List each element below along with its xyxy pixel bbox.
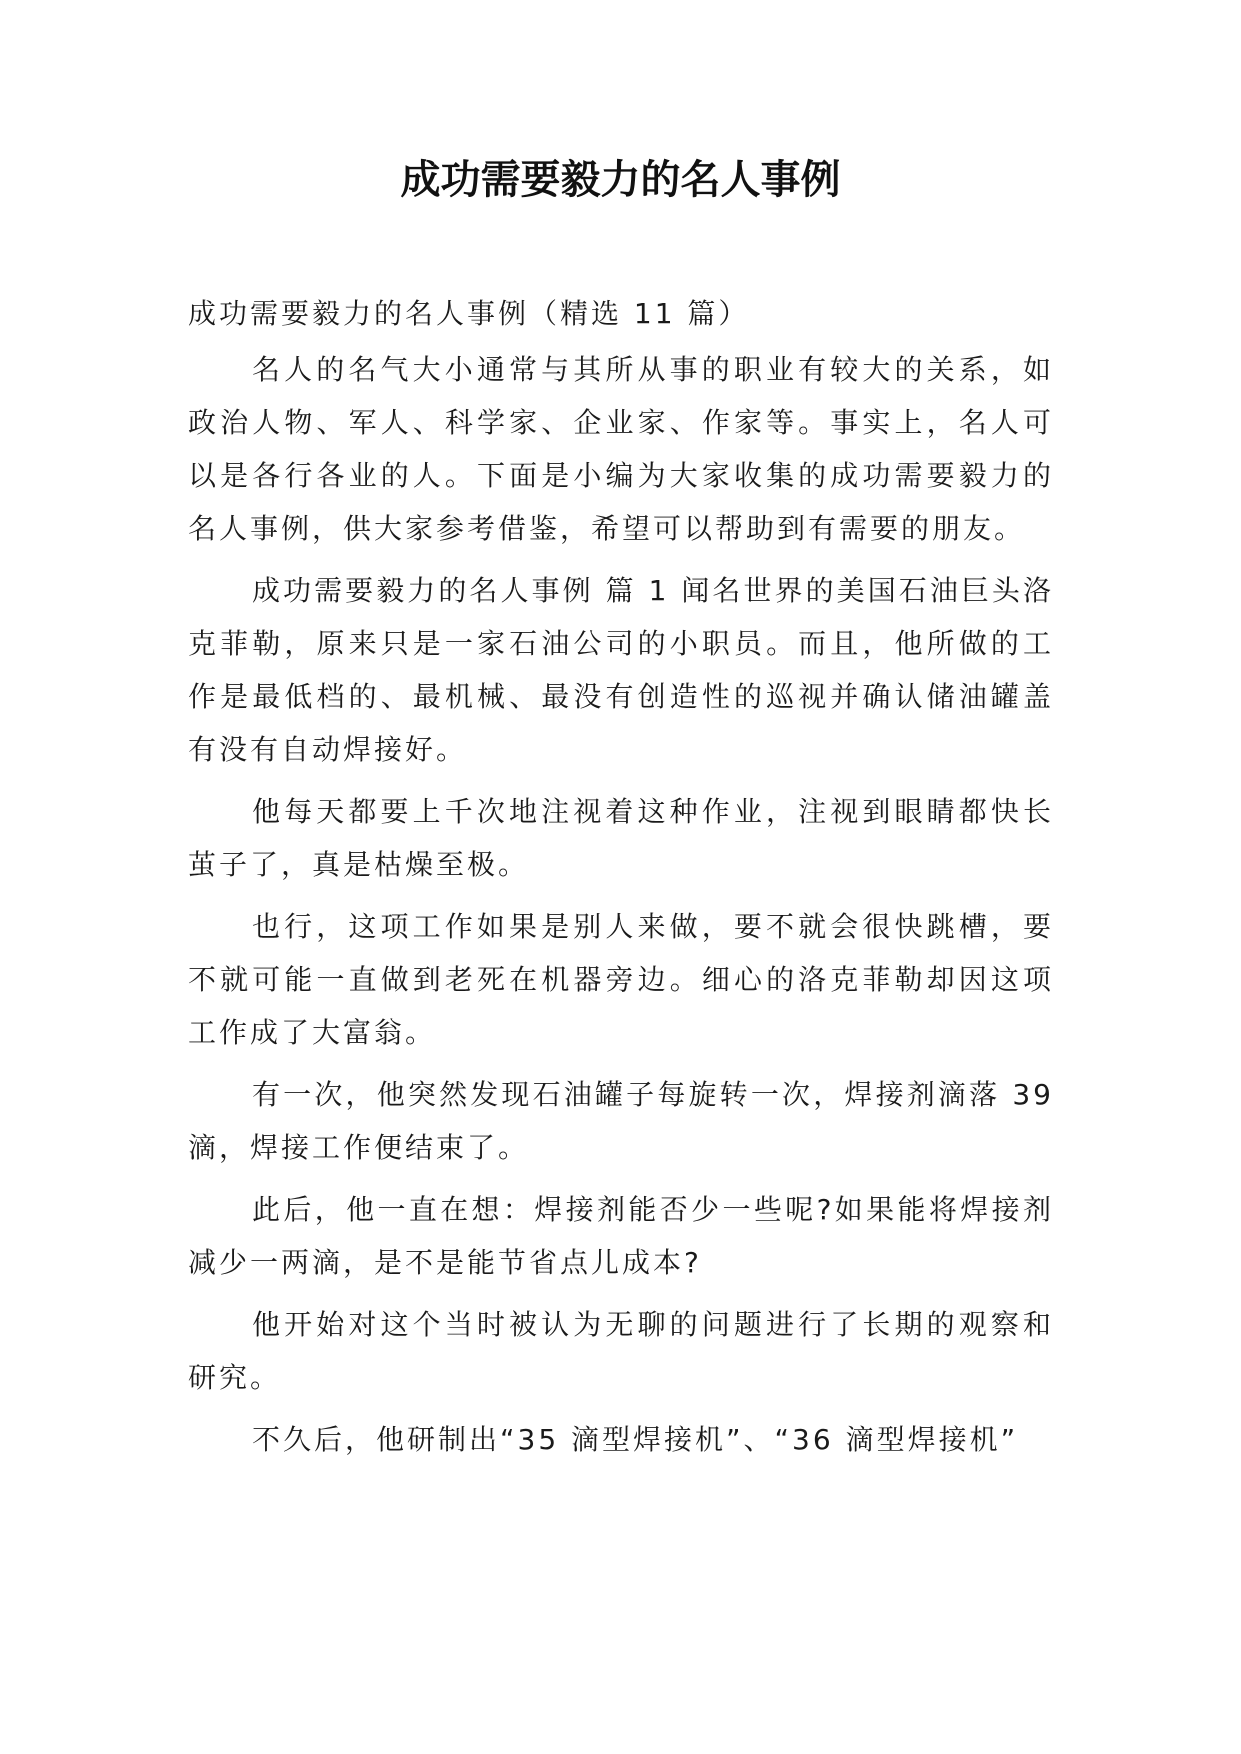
document-title: 成功需要毅力的名人事例	[400, 157, 841, 203]
paragraph: 有一次，他突然发现石油罐子每旋转一次，焊接剂滴落 39 滴，焊接工作便结束了。	[188, 1078, 1054, 1164]
document-body	[188, 287, 1054, 1475]
paragraph-intro: 名人的名气大小通常与其所从事的职业有较大的关系，如政治人物、军人、科学家、企业家、作家等。事实上，名人可以是各行各业的人。下面是小编为大家收集的成功需要毅力的名人事例，供大家参考借鉴，希望可以帮助到有需要的朋友。	[188, 353, 1054, 545]
paragraph-section-1: 成功需要毅力的名人事例 篇 1 闻名世界的美国石油巨头洛克菲勒，原来只是一家石油公司的小职员。而且，他所做的工作是最低档的、最机械、最没有创造性的巡视并确认储油罐盖有没有自动焊接好。	[188, 574, 1054, 766]
paragraph: 也行，这项工作如果是别人来做，要不就会很快跳槽，要不就可能一直做到老死在机器旁边。细心的洛克菲勒却因这项工作成了大富翁。	[188, 910, 1054, 1049]
paragraph: 此后，他一直在想：焊接剂能否少一些呢?如果能将焊接剂减少一两滴，是不是能节省点儿成本?	[188, 1193, 1054, 1279]
paragraph: 他每天都要上千次地注视着这种作业，注视到眼睛都快长茧子了，真是枯燥至极。	[188, 795, 1054, 881]
paragraph: 不久后，他研制出“35 滴型焊接机”、“36 滴型焊接机”	[252, 1423, 1019, 1456]
paragraph: 他开始对这个当时被认为无聊的问题进行了长期的观察和研究。	[188, 1308, 1054, 1394]
document-subtitle: 成功需要毅力的名人事例（精选 11 篇）	[188, 297, 750, 330]
